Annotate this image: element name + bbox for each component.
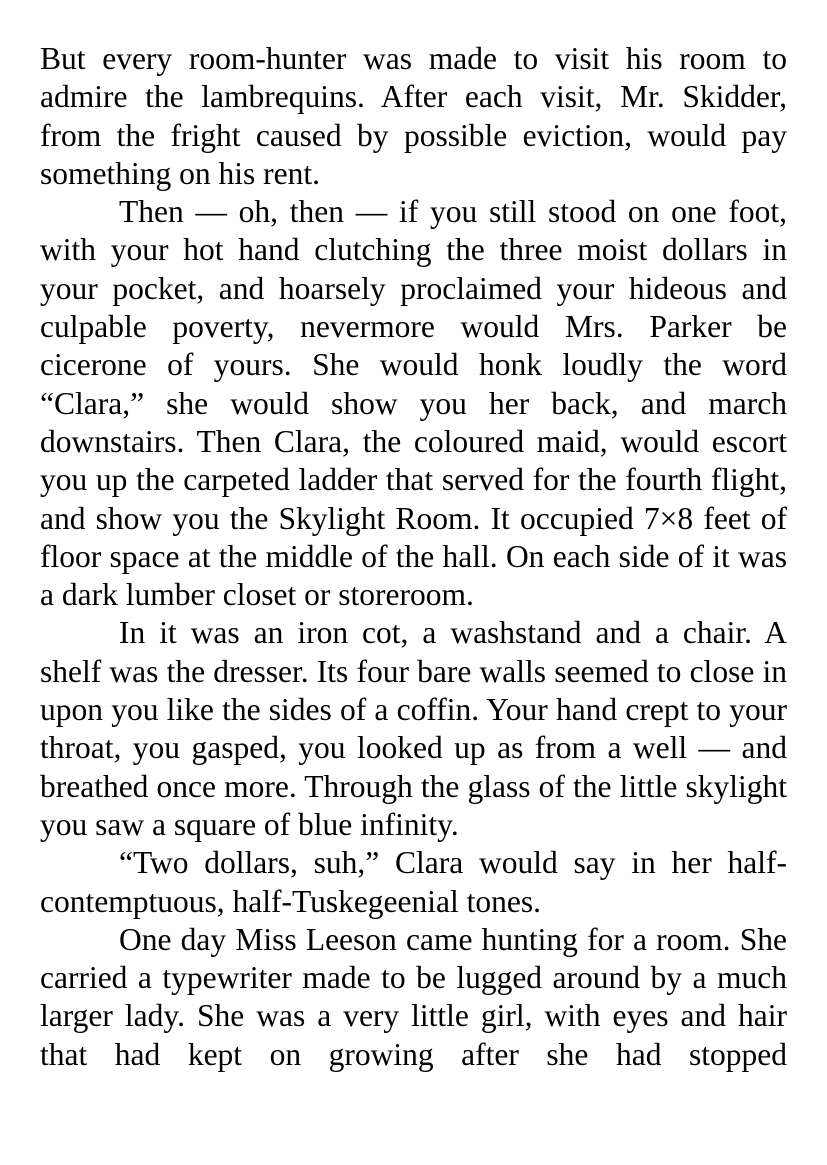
paragraph-1: But every room-hunter was made to visit his room to admire the lambrequins. After each visit, Mr. Skidder, from the fright caused by possible eviction, would pay something on his rent. — [40, 41, 787, 191]
document-page — [40, 40, 787, 1074]
paragraph-5: One day Miss Leeson came hunting for a room. She carried a typewriter made to be lugged around by a much larger lady. She was a very little girl, with eyes and hair that had kept on growing after she had stopped — [40, 921, 787, 1072]
paragraph-4: “Two dollars, suh,” Clara would say in her half-contemptuous, half-Tuskegeenial tones. — [40, 845, 787, 919]
paragraph-2: Then — oh, then — if you still stood on one foot, with your hot hand clutching the three moist dollars in your pocket, and hoarsely proclaimed your hideous and culpable poverty, nevermore would Mrs. Parker be cicerone of yours. She would honk loudly the word “Clara,” she would show you her back, and march downstairs. Then Clara, the coloured maid, would escort you up the carpeted ladder that served for the fourth flight, and show you the Skylight Room. It occupied 7×8 feet of floor space at the middle of the hall. On each side of it was a dark lumber closet or storeroom. — [40, 194, 787, 613]
paragraph-3: In it was an iron cot, a washstand and a chair. A shelf was the dresser. Its four bare walls seemed to close in upon you like the sides of a coffin. Your hand crept to your throat, you gasped, you looked up as from a well — and breathed once more. Through the glass of the little skylight you saw a square of blue infinity. — [40, 615, 787, 842]
